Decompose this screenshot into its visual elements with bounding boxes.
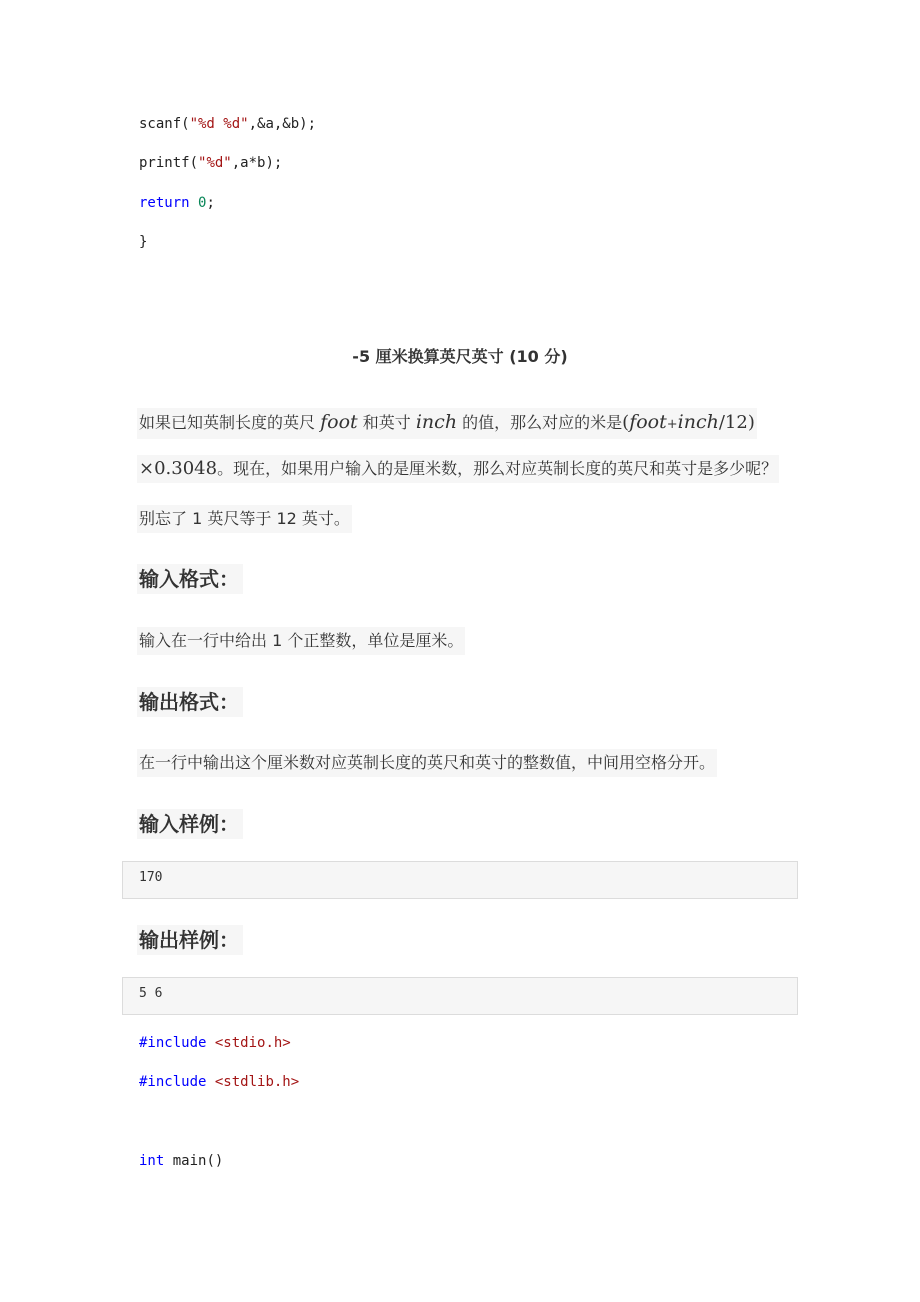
code-fn: main() xyxy=(164,1153,224,1169)
description-line-1 xyxy=(137,408,757,439)
code-keyword: #include xyxy=(139,1035,207,1051)
desc-text: 如果已知英制长度的英尺 xyxy=(139,413,316,432)
code-args: ,a*b); xyxy=(231,155,283,171)
code-keyword: int xyxy=(139,1153,165,1169)
output-format-heading: 输出格式： xyxy=(137,687,243,717)
math-foot: foot xyxy=(320,411,358,433)
code-args: ,&a,&b); xyxy=(248,116,317,132)
sample-output-heading: 输出样例： xyxy=(137,925,243,955)
code-string: "%d" xyxy=(198,155,232,171)
formula-paren: ( xyxy=(622,412,630,433)
desc-text: 。现在，如果用户输入的是厘米数，那么对应英制长度的英尺和英寸是多少呢？ xyxy=(217,459,778,478)
code-header: <stdio.h> xyxy=(214,1035,291,1051)
desc-text: 和英寸 xyxy=(362,413,411,432)
sample-output-box xyxy=(122,977,798,1015)
code-line-include-stdlib xyxy=(139,1072,299,1092)
code-line-include-stdio xyxy=(139,1033,291,1053)
code-line-return xyxy=(139,193,215,213)
formula-foot: foot xyxy=(629,411,667,433)
code-punct: ; xyxy=(206,195,215,211)
code-keyword: return xyxy=(139,195,190,211)
code-number: 0 xyxy=(198,195,207,211)
math-inch: inch xyxy=(415,411,458,433)
code-keyword: #include xyxy=(139,1074,207,1090)
code-string: "%d %d" xyxy=(189,116,249,132)
desc-text: 的值，那么对应的米是 xyxy=(462,413,623,432)
description-line-3: 别忘了 1 英尺等于 12 英寸。 xyxy=(137,505,352,533)
code-header: <stdlib.h> xyxy=(214,1074,300,1090)
formula-div: /12) xyxy=(718,412,755,433)
formula-plus: + xyxy=(666,417,678,432)
code-fn: scanf( xyxy=(139,116,190,132)
code-line-printf xyxy=(139,153,282,173)
problem-title: -5 厘米换算英尺英寸 (10 分) xyxy=(352,347,568,366)
formula-times: ×0.3048 xyxy=(139,458,218,479)
input-format-text: 输入在一行中给出 1 个正整数，单位是厘米。 xyxy=(137,627,465,655)
output-format-text: 在一行中输出这个厘米数对应英制长度的英尺和英寸的整数值，中间用空格分开。 xyxy=(137,749,717,777)
code-line-brace: } xyxy=(139,234,148,250)
sample-input-box xyxy=(122,861,798,899)
code-fn: printf( xyxy=(139,155,199,171)
formula-inch: inch xyxy=(677,411,719,433)
sample-input-heading: 输入样例： xyxy=(137,809,243,839)
code-line-main xyxy=(139,1151,223,1171)
input-format-heading: 输入格式： xyxy=(137,564,243,594)
description-line-2 xyxy=(137,455,779,483)
sample-input-value: 170 xyxy=(139,870,163,885)
code-line-scanf xyxy=(139,114,316,134)
sample-output-value: 5 6 xyxy=(139,986,163,1001)
